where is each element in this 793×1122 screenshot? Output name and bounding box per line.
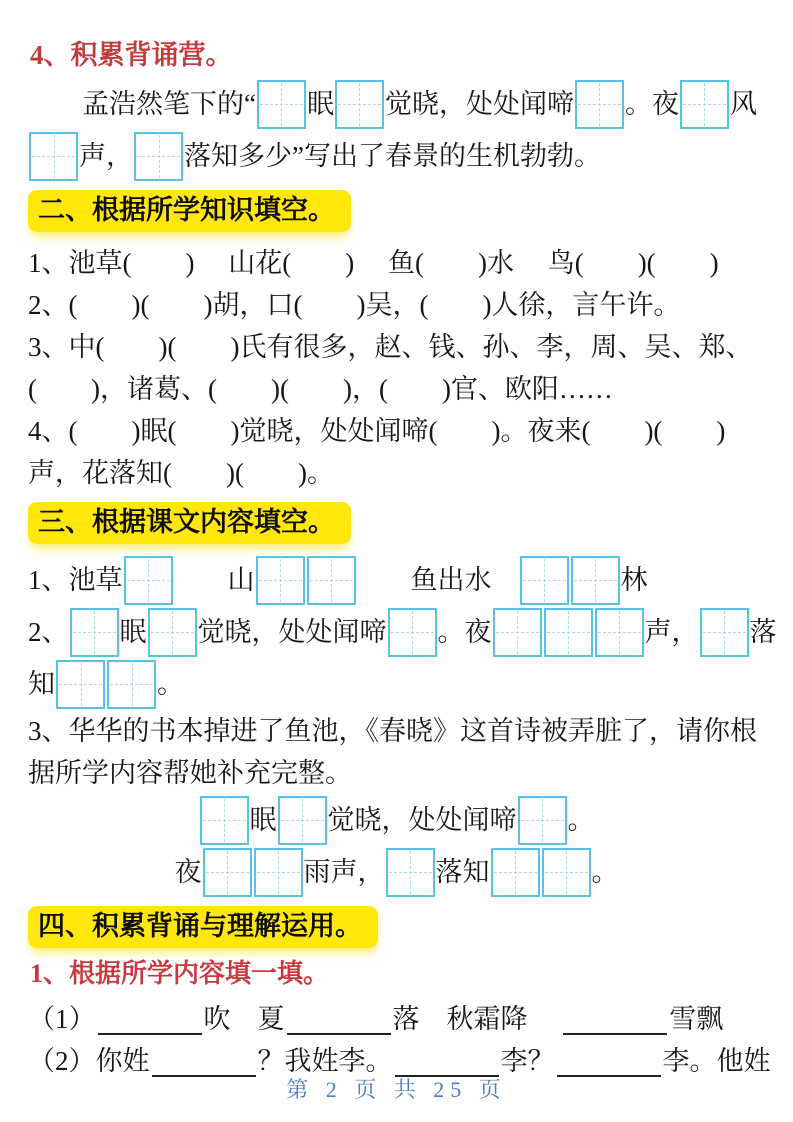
text-run: 眠 <box>119 617 147 647</box>
text-run: 1、池草 <box>28 565 123 595</box>
text-run: 眠 <box>306 89 334 119</box>
worksheet-line <box>28 658 765 710</box>
text-run: 3、中( )( )氏有很多，赵、钱、孙、李，周、吴、郑、 <box>28 332 753 362</box>
text-run: 落知 <box>435 857 490 887</box>
text-run: 2、( )( )胡，口( )吴，( )人徐，言午许。 <box>28 290 681 320</box>
text-run: ( )，诸葛、( )( )，( )官、欧阳…… <box>28 374 613 404</box>
writing-box[interactable] <box>518 796 567 845</box>
text-run: 4、( )眠( )觉晓，处处闻啼( )。夜来( )( ) <box>28 416 726 446</box>
worksheet-line <box>28 242 765 284</box>
writing-box[interactable] <box>386 848 435 897</box>
worksheet-line <box>28 78 765 130</box>
writing-box[interactable] <box>335 80 384 129</box>
text-run: 声，花落知( )( )。 <box>28 458 334 488</box>
writing-box[interactable] <box>493 608 542 657</box>
worksheet-line <box>28 846 765 898</box>
section-heading-red: 1、根据所学内容填一填。 <box>30 959 330 988</box>
worksheet-line <box>28 326 765 368</box>
writing-box[interactable] <box>575 80 624 129</box>
writing-box[interactable] <box>203 848 252 897</box>
worksheet-line <box>28 554 765 606</box>
text-run: 李。他姓 <box>662 1046 771 1076</box>
text-run: 2、 <box>28 617 69 647</box>
text-run: 吹 夏 <box>203 1004 285 1034</box>
section-heading-highlighted: 四、积累背诵与理解运用。 <box>28 906 378 948</box>
worksheet-line <box>28 368 765 410</box>
text-run: 。 <box>591 857 619 887</box>
worksheet-line <box>28 752 765 794</box>
worksheet-line <box>28 606 777 658</box>
section-heading-red: 4、积累背诵营。 <box>30 40 233 70</box>
text-run: 声， <box>644 617 699 647</box>
text-run: 落 <box>749 617 777 647</box>
text-run: 。夜 <box>437 617 492 647</box>
text-run: 雪飘 <box>669 1004 724 1034</box>
worksheet-line <box>28 284 765 326</box>
text-run: 孟浩然笔下的“ <box>82 89 256 119</box>
text-run: 李？ <box>500 1046 555 1076</box>
text-run: 觉晓，处处闻啼 <box>197 617 387 647</box>
text-run: 夜 <box>174 857 202 887</box>
writing-box[interactable] <box>278 796 327 845</box>
writing-box[interactable] <box>520 556 569 605</box>
text-run: 。夜 <box>624 89 679 119</box>
writing-box[interactable] <box>56 660 105 709</box>
worksheet-line <box>28 998 765 1040</box>
section-heading-highlighted: 二、根据所学知识填空。 <box>28 190 351 232</box>
text-run: 落知多少”写出了春景的生机勃勃。 <box>184 141 601 171</box>
worksheet-line <box>28 710 765 752</box>
worksheet-line <box>28 452 765 494</box>
worksheet-line <box>28 410 765 452</box>
writing-box[interactable] <box>200 796 249 845</box>
answer-blank[interactable] <box>98 1003 202 1035</box>
section-heading-highlighted: 三、根据课文内容填空。 <box>28 502 351 544</box>
text-run: 落 秋霜降 <box>392 1004 562 1034</box>
text-run: 声， <box>79 141 133 171</box>
answer-blank[interactable] <box>563 1003 667 1035</box>
writing-box[interactable] <box>107 660 156 709</box>
page-footer: 第 2 页 共 25 页 <box>286 1077 507 1102</box>
worksheet-line <box>28 794 765 846</box>
section-heading-wrap <box>28 502 765 544</box>
writing-box[interactable] <box>700 608 749 657</box>
text-run: （2）你姓 <box>28 1046 150 1076</box>
worksheet-body <box>28 38 777 1082</box>
text-run: 觉晓，处处闻啼 <box>384 89 574 119</box>
writing-box[interactable] <box>307 556 356 605</box>
writing-box[interactable] <box>544 608 593 657</box>
text-run: 。 <box>157 669 184 699</box>
writing-box[interactable] <box>257 80 306 129</box>
text-run: 知 <box>28 669 55 699</box>
writing-box[interactable] <box>256 556 305 605</box>
text-run: 3、华华的书本掉进了鱼池，《春晓》这首诗被弄脏了，请你根 <box>28 716 757 746</box>
writing-box[interactable] <box>124 556 173 605</box>
writing-box[interactable] <box>491 848 540 897</box>
writing-box[interactable] <box>542 848 591 897</box>
text-run: 雨声， <box>303 857 385 887</box>
writing-box[interactable] <box>254 848 303 897</box>
answer-blank[interactable] <box>287 1003 391 1035</box>
text-run: 。 <box>567 805 595 835</box>
writing-box[interactable] <box>29 132 78 181</box>
text-run: 眠 <box>249 805 277 835</box>
text-run: 据所学内容帮她补充完整。 <box>28 758 352 788</box>
writing-box[interactable] <box>571 556 620 605</box>
writing-box[interactable] <box>388 608 437 657</box>
writing-box[interactable] <box>680 80 729 129</box>
text-run: 鱼出水 <box>356 565 519 595</box>
text-run: 林 <box>620 565 648 595</box>
worksheet-line <box>28 130 765 182</box>
text-run: 1、池草( ) 山花( ) 鱼( )水 鸟( )( ) <box>28 248 719 278</box>
text-run: ？我姓李。 <box>257 1046 393 1076</box>
section-heading-wrap <box>28 906 765 948</box>
section-heading-wrap <box>28 190 765 232</box>
writing-box[interactable] <box>148 608 197 657</box>
writing-box[interactable] <box>70 608 119 657</box>
text-run: 觉晓，处处闻啼 <box>327 805 517 835</box>
text-run: 山 <box>173 565 255 595</box>
writing-box[interactable] <box>134 132 183 181</box>
text-run: （1） <box>28 1004 96 1034</box>
writing-box[interactable] <box>595 608 644 657</box>
text-run: 风 <box>729 89 757 119</box>
